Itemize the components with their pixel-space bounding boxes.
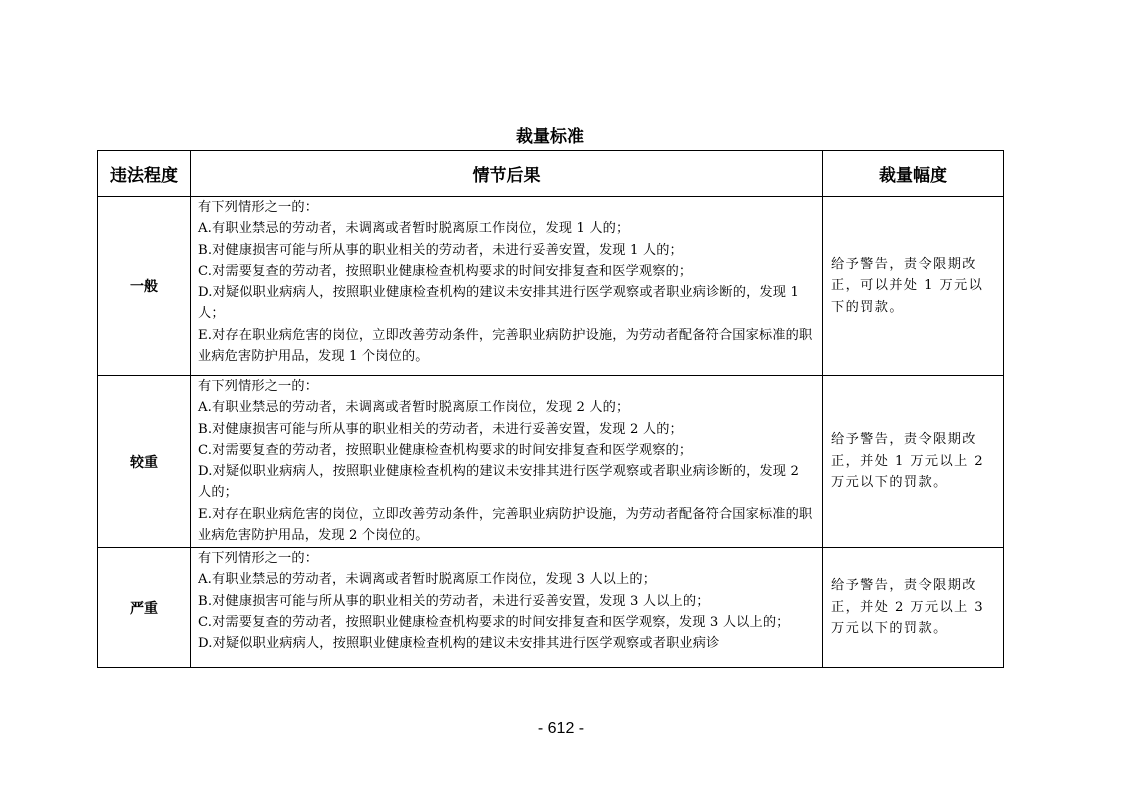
circumstance-line: B.对健康损害可能与所从事的职业相关的劳动者，未进行妥善安置，发现 3 人以上的； bbox=[198, 593, 710, 609]
table-row bbox=[98, 548, 1004, 668]
level-cell: 一般 bbox=[98, 197, 191, 376]
table-row bbox=[98, 197, 1004, 376]
table-row bbox=[98, 376, 1004, 548]
circumstance-line: B.对健康损害可能与所从事的职业相关的劳动者，未进行妥善安置，发现 1 人的； bbox=[198, 242, 683, 258]
circumstances-cell bbox=[191, 548, 823, 668]
circumstance-line: 有下列情形之一的： bbox=[198, 379, 319, 394]
circumstance-line: 有下列情形之一的： bbox=[198, 551, 319, 566]
circumstance-line: C.对需要复查的劳动者，按照职业健康检查机构要求的时间安排复查和医学观察的； bbox=[198, 442, 693, 458]
page-number: - 612 - bbox=[537, 720, 585, 737]
circumstance-line: A.有职业禁忌的劳动者，未调离或者暂时脱离原工作岗位，发现 1 人的； bbox=[198, 221, 630, 237]
table-header-row bbox=[98, 151, 1004, 197]
header-level: 违法程度 bbox=[98, 151, 191, 197]
circumstance-line: E.对存在职业病危害的岗位，立即改善劳动条件，完善职业病防护设施，为劳动者配备符合国家标准的职业病危害防护用品，发现 1 个岗位的。 bbox=[198, 327, 813, 365]
penalty-cell: 给予警告，责令限期改正，并处 2 万元以上 3 万元以下的罚款。 bbox=[823, 548, 1004, 668]
circumstances-cell bbox=[191, 197, 823, 376]
circumstance-line: C.对需要复查的劳动者，按照职业健康检查机构要求的时间安排复查和医学观察，发现 3 人以上的； bbox=[198, 614, 790, 630]
circumstance-line: D.对疑似职业病病人，按照职业健康检查机构的建议未安排其进行医学观察或者职业病诊 bbox=[198, 636, 720, 652]
circumstance-line: D.对疑似职业病病人，按照职业健康检查机构的建议未安排其进行医学观察或者职业病诊断的，发现 2 人的； bbox=[198, 464, 799, 501]
circumstance-line: B.对健康损害可能与所从事的职业相关的劳动者，未进行妥善安置，发现 2 人的； bbox=[198, 421, 683, 437]
header-penalty: 裁量幅度 bbox=[823, 151, 1004, 197]
header-circumstances: 情节后果 bbox=[191, 151, 823, 197]
circumstance-line: D.对疑似职业病病人，按照职业健康检查机构的建议未安排其进行医学观察或者职业病诊断的，发现 1 人； bbox=[198, 285, 799, 322]
circumstance-line: 有下列情形之一的： bbox=[198, 200, 319, 215]
circumstance-line: C.对需要复查的劳动者，按照职业健康检查机构要求的时间安排复查和医学观察的； bbox=[198, 263, 693, 279]
penalty-cell: 给予警告，责令限期改正，可以并处 1 万元以下的罚款。 bbox=[823, 197, 1004, 376]
page-title: 裁量标准 bbox=[516, 127, 584, 147]
circumstance-line: A.有职业禁忌的劳动者，未调离或者暂时脱离原工作岗位，发现 3 人以上的； bbox=[198, 572, 657, 588]
penalty-cell: 给予警告，责令限期改正，并处 1 万元以上 2 万元以下的罚款。 bbox=[823, 376, 1004, 548]
circumstances-cell bbox=[191, 376, 823, 548]
level-cell: 较重 bbox=[98, 376, 191, 548]
level-cell: 严重 bbox=[98, 548, 191, 668]
penalty-table bbox=[97, 150, 1004, 668]
circumstance-line: A.有职业禁忌的劳动者，未调离或者暂时脱离原工作岗位，发现 2 人的； bbox=[198, 400, 630, 416]
circumstance-line: E.对存在职业病危害的岗位，立即改善劳动条件，完善职业病防护设施，为劳动者配备符合国家标准的职业病危害防护用品，发现 2 个岗位的。 bbox=[198, 506, 813, 544]
